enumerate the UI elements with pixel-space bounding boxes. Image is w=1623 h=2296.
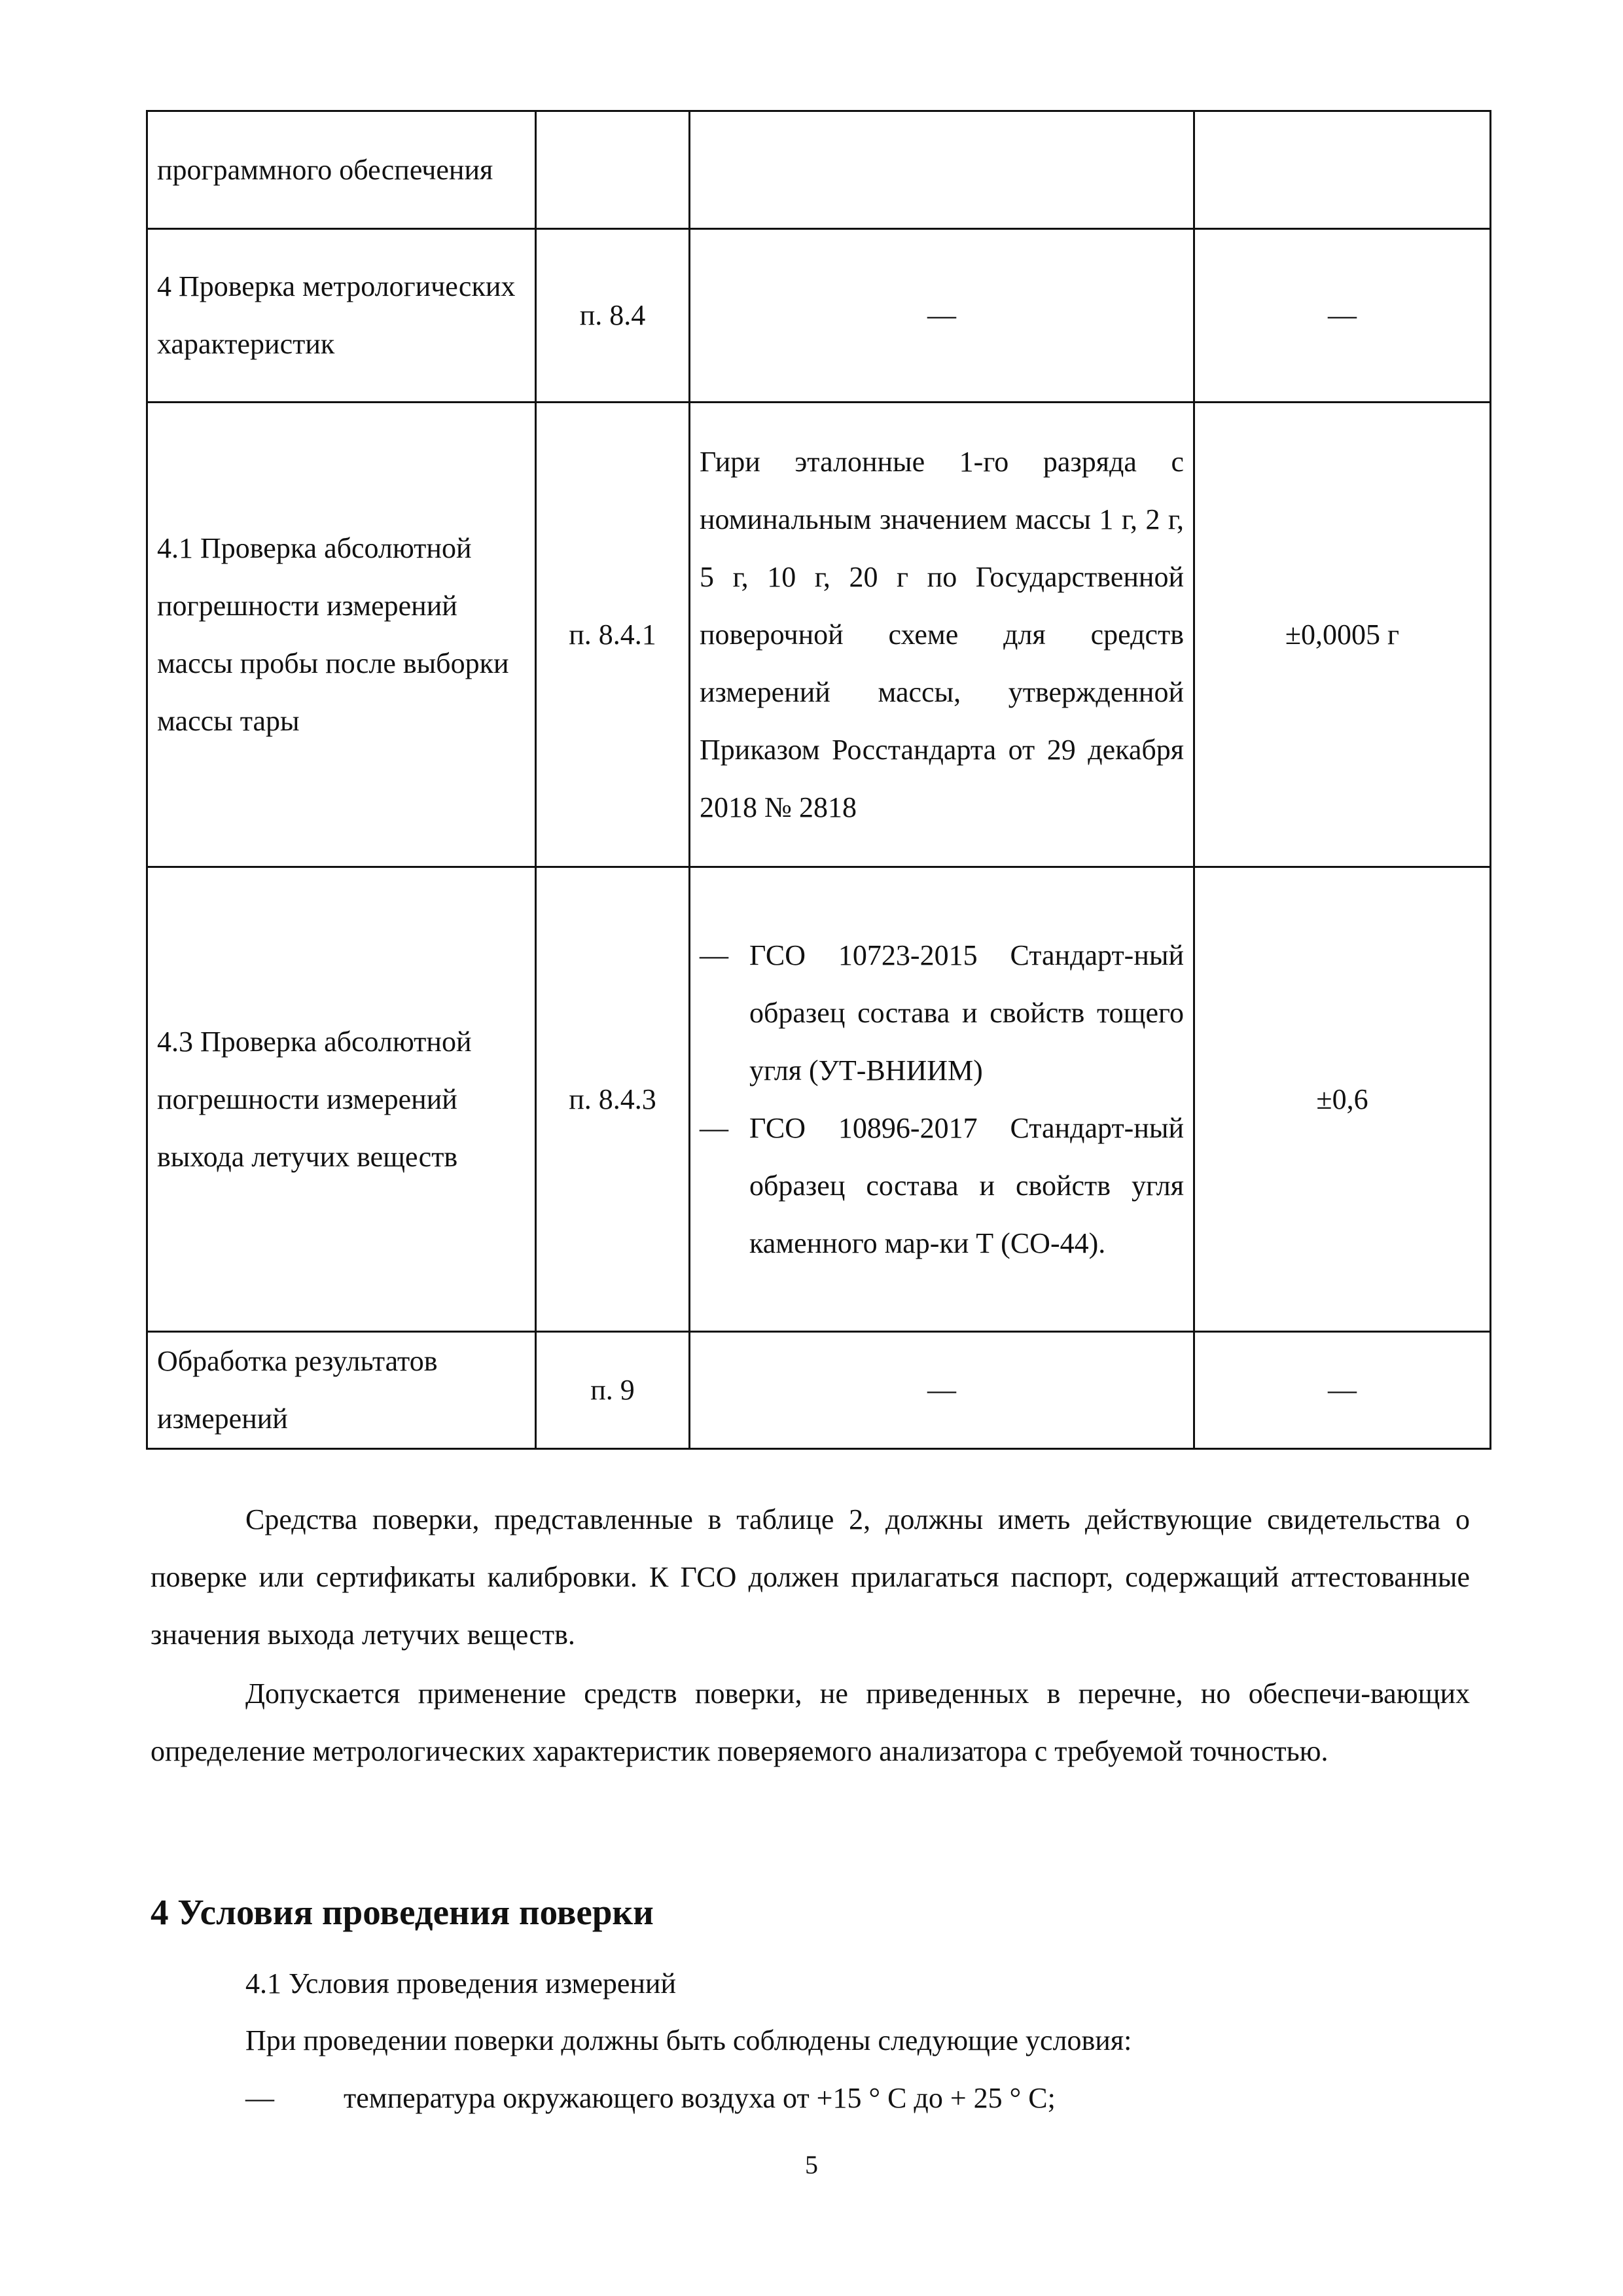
conditions-intro: При проведении поверки должны быть соблюдены следующие условия: (245, 2024, 1132, 2056)
table-row (147, 111, 1491, 229)
verification-means-cell (690, 867, 1194, 1332)
procedure-point-cell: п. 8.4.1 (536, 403, 690, 867)
operation-name-cell: 4.1 Проверка абсолютной погрешности измерений массы пробы после выборки массы тары (147, 403, 536, 867)
operation-name-cell: 4 Проверка метрологических характеристик (147, 229, 536, 403)
table-row (147, 1332, 1491, 1449)
condition-item (245, 2081, 1056, 2115)
error-limit-cell: — (1194, 229, 1491, 403)
operation-name-cell: Обработка результатов измерений (147, 1332, 536, 1449)
means-item-text: ГСО 10723-2015 Стандарт-ный образец состава и свойств тощего угля (УТ-ВНИИМ) (749, 939, 1184, 1086)
error-limit-cell (1194, 111, 1491, 229)
dash-marker: — (700, 939, 728, 971)
verification-means-cell: — (690, 1332, 1194, 1449)
error-limit-cell: ±0,0005 г (1194, 403, 1491, 867)
operation-name-cell: 4.3 Проверка абсолютной погрешности измерений выхода летучих веществ (147, 867, 536, 1332)
dash-marker: — (245, 2082, 274, 2114)
subsection-title: 4.1 Условия проведения измерений (245, 1967, 677, 2000)
procedure-point-cell (536, 111, 690, 229)
condition-text: температура окружающего воздуха от +15 ° С до + 25 ° С; (344, 2082, 1056, 2114)
verification-means-cell: Гири эталонные 1-го разряда с номинальным значением массы 1 г, 2 г, 5 г, 10 г, 20 г по Государственной поверочной схеме для средств измерений массы, утвержденной Приказом Росстандарта от 29 декабря 2018 № 2818 (690, 403, 1194, 867)
table-row (147, 229, 1491, 403)
operation-name-cell: программного обеспечения (147, 111, 536, 229)
procedure-point-cell: п. 9 (536, 1332, 690, 1449)
section-heading: 4 Условия проведения поверки (151, 1892, 654, 1932)
means-list-item (700, 927, 1184, 1100)
verification-operations-table (146, 110, 1491, 1450)
procedure-point-cell: п. 8.4 (536, 229, 690, 403)
verification-means-cell: — (690, 229, 1194, 403)
table-row (147, 403, 1491, 867)
error-limit-cell: — (1194, 1332, 1491, 1449)
means-list-item (700, 1100, 1184, 1272)
error-limit-cell: ±0,6 (1194, 867, 1491, 1332)
page-number: 5 (805, 2150, 818, 2179)
table-row (147, 867, 1491, 1332)
verification-means-cell (690, 111, 1194, 229)
procedure-point-cell: п. 8.4.3 (536, 867, 690, 1332)
means-item-text: ГСО 10896-2017 Стандарт-ный образец состава и свойств угля каменного мар-ки Т (СО-44). (749, 1111, 1184, 1259)
dash-marker: — (700, 1111, 728, 1144)
paragraph-means-certificates: Средства поверки, представленные в таблице 2, должны иметь действующие свидетельства о поверке или сертификаты калибровки. К ГСО должен прилагаться паспорт, содержащий аттестованные значения выхода летучих веществ. (151, 1503, 1470, 1651)
paragraph-alternative-means: Допускается применение средств поверки, не приведенных в перечне, но обеспечи-вающих определение метрологических характеристик поверяемого анализатора с требуемой точностью. (151, 1677, 1470, 1767)
